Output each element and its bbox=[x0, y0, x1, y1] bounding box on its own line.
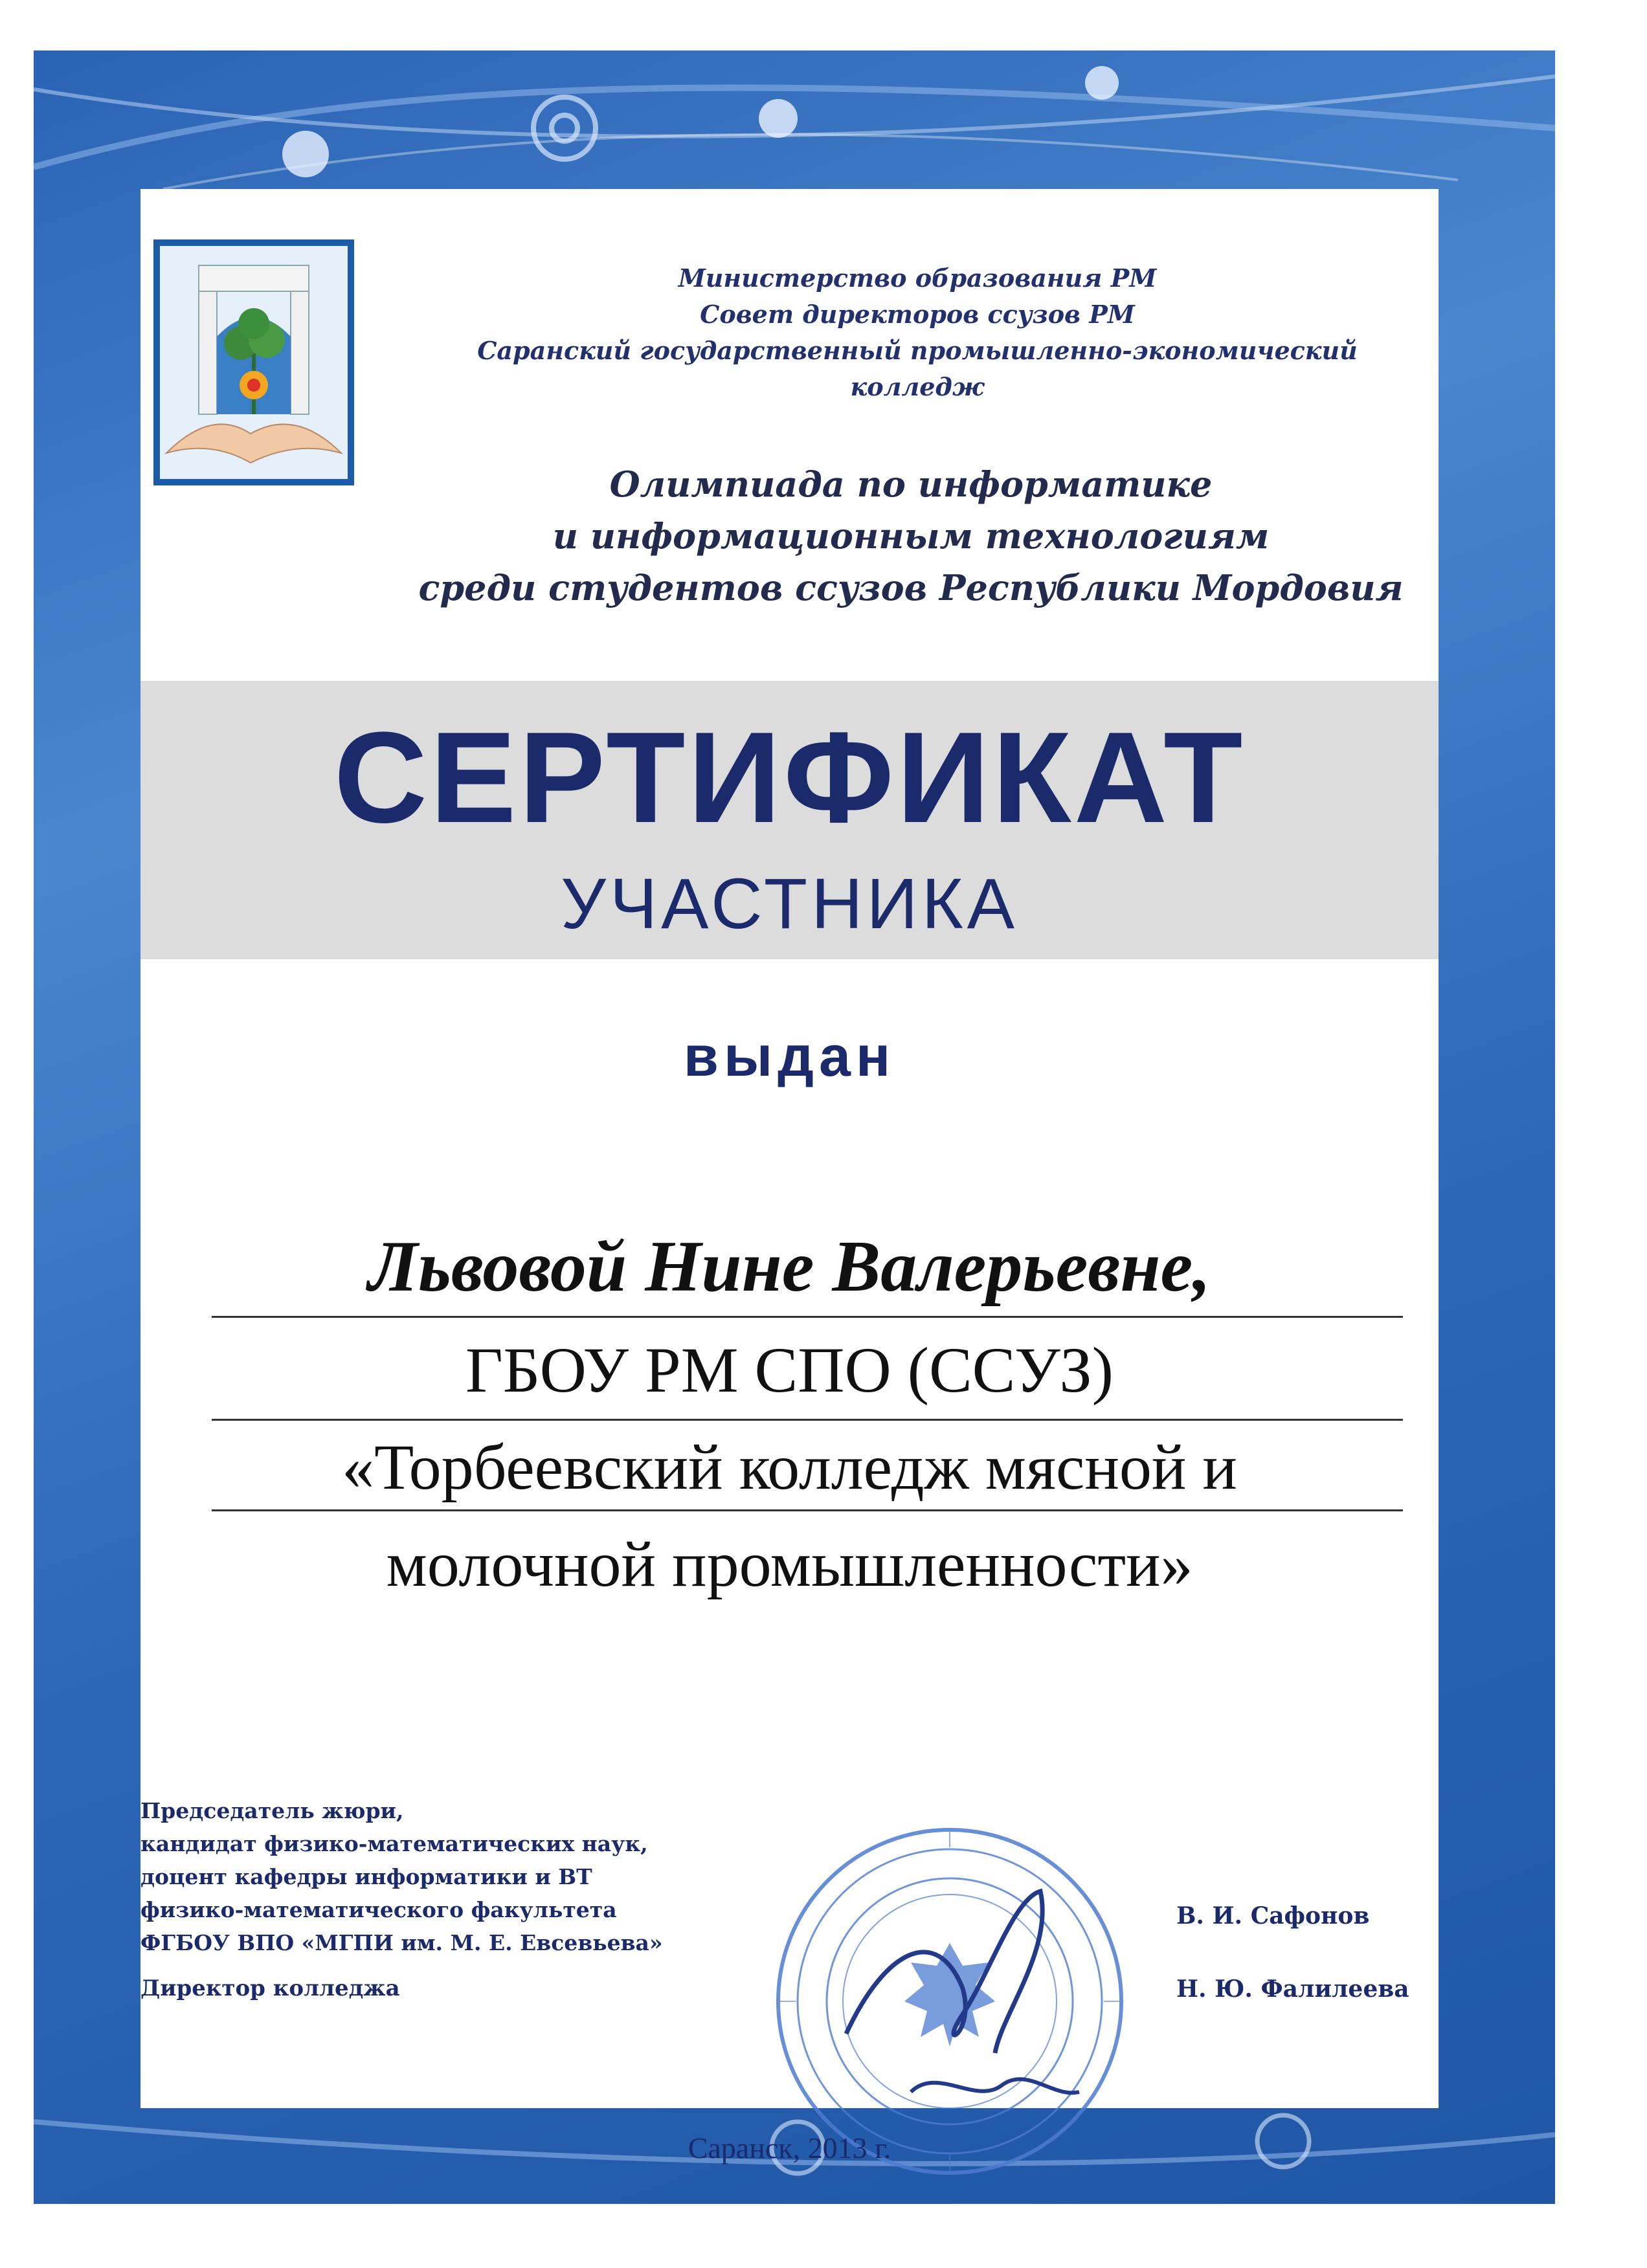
college-logo bbox=[153, 239, 354, 485]
olympiad-line-1: Олимпиада по информатике bbox=[609, 463, 1213, 505]
ministry-line: Министерство образования РМ bbox=[678, 263, 1157, 293]
jury-chair-block bbox=[140, 1794, 788, 1959]
certificate-body bbox=[140, 189, 1439, 2164]
place-date: Саранск, 2013 г. bbox=[688, 2131, 891, 2164]
recipient-name: Львовой Нине Валерьевне, bbox=[368, 1227, 1211, 1307]
official-seal-icon bbox=[768, 1820, 1131, 2183]
jury-chair-position: доцент кафедры информатики и ВТ bbox=[140, 1864, 592, 1889]
official-seal bbox=[768, 1820, 1131, 2183]
jury-chair-title: Председатель жюри, bbox=[140, 1798, 404, 1823]
certificate-title: СЕРТИФИКАТ bbox=[333, 706, 1246, 850]
council-line: Совет директоров ссузов РМ bbox=[700, 300, 1135, 329]
issuer-header bbox=[451, 260, 1384, 405]
jury-chair-name: В. И. Сафонов bbox=[1176, 1902, 1370, 1929]
org-underline-2 bbox=[212, 1509, 1403, 1511]
issued-label: выдан bbox=[683, 1024, 896, 1088]
recipient-org-line-3: молочной промышленности» bbox=[386, 1528, 1193, 1600]
college-line: Саранский государственный промышленно-экономический колледж bbox=[477, 336, 1358, 401]
olympiad-line-3: среди студентов ссузов Республики Мордовия bbox=[418, 567, 1404, 608]
org-underline-1 bbox=[212, 1419, 1403, 1421]
olympiad-line-2: и информационным технологиям bbox=[552, 515, 1270, 557]
director-name: Н. Ю. Фалилеева bbox=[1176, 1975, 1409, 2003]
certificate-subtitle: УЧАСТНИКА bbox=[560, 864, 1019, 944]
jury-chair-faculty: физико-математического факультета bbox=[140, 1897, 617, 1922]
olympiad-title bbox=[406, 458, 1416, 614]
director-title: Директор колледжа bbox=[140, 1975, 400, 2001]
certificate-frame bbox=[34, 50, 1555, 2204]
college-emblem-icon bbox=[153, 239, 354, 485]
recipient-org-line-2: «Торбеевский колледж мясной и bbox=[342, 1431, 1237, 1503]
jury-chair-university: ФГБОУ ВПО «МГПИ им. М. Е. Евсевьева» bbox=[140, 1930, 663, 1955]
recipient-underline bbox=[212, 1316, 1403, 1318]
recipient-org-line-1: ГБОУ РМ СПО (ССУЗ) bbox=[465, 1334, 1114, 1406]
jury-chair-degree: кандидат физико-математических наук, bbox=[140, 1831, 648, 1856]
